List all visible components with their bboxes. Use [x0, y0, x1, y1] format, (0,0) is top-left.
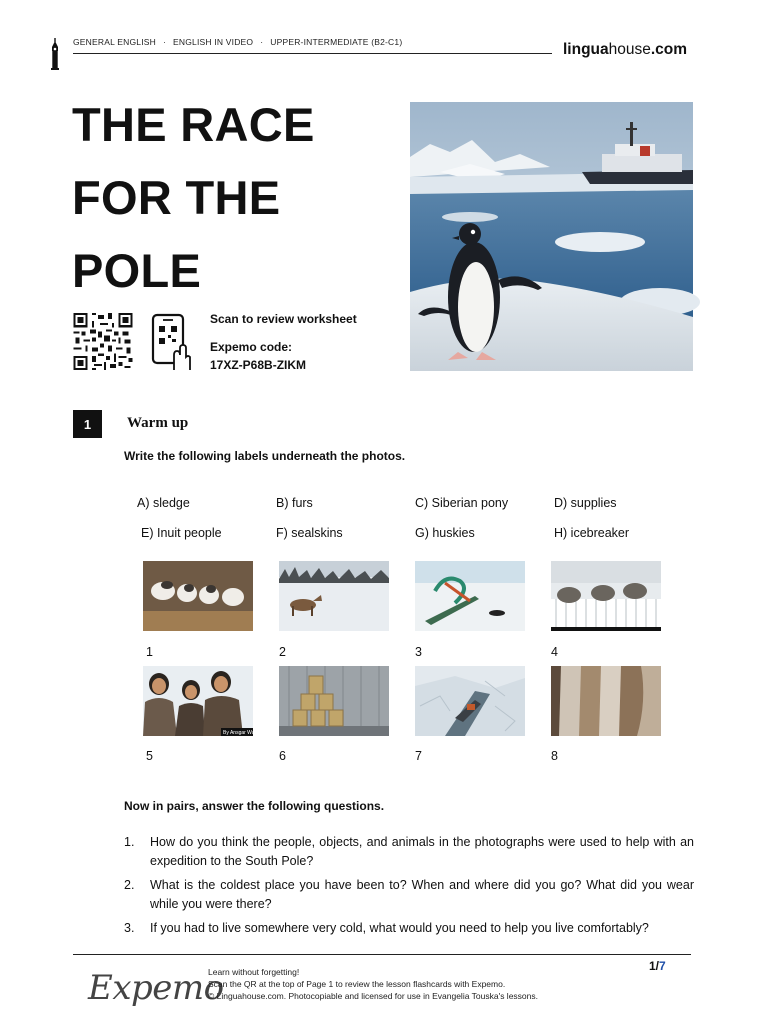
photo-number: 3 [415, 645, 422, 659]
furs-photo [551, 666, 661, 736]
photo-number: 6 [279, 749, 286, 763]
title-line: POLE [72, 244, 202, 297]
photo-credit: By Ansgar Walk [223, 730, 259, 736]
penguin-photo [410, 102, 693, 371]
instruction: Write the following labels underneath the photos. [124, 449, 406, 463]
phone-scan-icon [150, 313, 192, 371]
photo-number: 5 [146, 749, 153, 763]
scan-instruction: Scan to review worksheet [210, 312, 357, 326]
photo-number: 1 [146, 645, 153, 659]
section-title: Warm up [127, 415, 189, 431]
footer-line: Learn without forgetting! [208, 967, 300, 977]
page-title [72, 88, 392, 307]
title-line: FOR THE [72, 171, 281, 224]
sledge-photo [415, 561, 525, 631]
expemo-code-label: Expemo code: [210, 340, 293, 354]
question-number: 3. [124, 921, 135, 935]
label-option: D) supplies [554, 496, 617, 510]
question-text: What is the coldest place you have been to? When and where did you go? What did you wear while you were there? [150, 878, 694, 911]
photo-number: 8 [551, 749, 558, 763]
label-option: H) icebreaker [554, 526, 630, 540]
question-number: 2. [124, 878, 135, 892]
label-option: G) huskies [415, 526, 475, 540]
question-list [124, 833, 694, 943]
label-option: A) sledge [137, 496, 190, 510]
label-option: F) sealskins [276, 526, 343, 540]
footer-divider [73, 954, 691, 955]
big-ben-icon [50, 38, 60, 70]
photo-number: 4 [551, 645, 558, 659]
breadcrumb-item[interactable]: ENGLISH IN VIDEO [173, 37, 254, 47]
photo-number: 7 [415, 749, 422, 763]
pony-photo [279, 561, 389, 631]
question-number: 1. [124, 835, 135, 849]
photo-number: 2 [279, 645, 286, 659]
qr-code-icon[interactable] [73, 313, 133, 370]
question-text: How do you think the people, objects, and animals in the photographs were used to help with an expedition to the South Pole? [150, 835, 694, 868]
footer-line: Scan the QR at the top of Page 1 to review the lesson flashcards with Expemo. [208, 979, 506, 989]
section-number: 1 [73, 410, 102, 438]
breadcrumb-item[interactable]: UPPER-INTERMEDIATE (B2-C1) [270, 37, 403, 47]
label-option: B) furs [276, 496, 313, 510]
question-item [124, 876, 694, 914]
title-line: THE RACE [72, 98, 315, 151]
breadcrumb-item[interactable]: GENERAL ENGLISH [73, 37, 156, 47]
brand-logo: linguahouse.com [563, 41, 688, 58]
sealskins-photo [551, 561, 661, 631]
footer-line: © Linguahouse.com. Photocopiable and licensed for use in Evangelia Touska's lessons. [208, 991, 538, 1001]
icebreaker-photo [415, 666, 525, 736]
label-option: E) Inuit people [141, 526, 222, 540]
question-item [124, 919, 694, 938]
huskies-photo [143, 561, 253, 631]
question-item [124, 833, 694, 871]
breadcrumb: GENERAL ENGLISH · ENGLISH IN VIDEO · UPPER-INTERMEDIATE (B2-C1) [73, 37, 403, 47]
supplies-photo [279, 666, 389, 736]
expemo-code-value: 17XZ-P68B-ZIKM [210, 358, 307, 372]
instruction: Now in pairs, answer the following questions. [124, 799, 385, 813]
page-number: 1/7 [649, 959, 666, 973]
inuit-people-photo [143, 666, 259, 736]
question-text: If you had to live somewhere very cold, what would you need to help you live comfortably? [150, 921, 649, 935]
footer-text [208, 966, 538, 1002]
header-divider [73, 53, 552, 54]
label-option: C) Siberian pony [415, 496, 509, 510]
expemo-logo: Expemo [88, 968, 224, 1008]
